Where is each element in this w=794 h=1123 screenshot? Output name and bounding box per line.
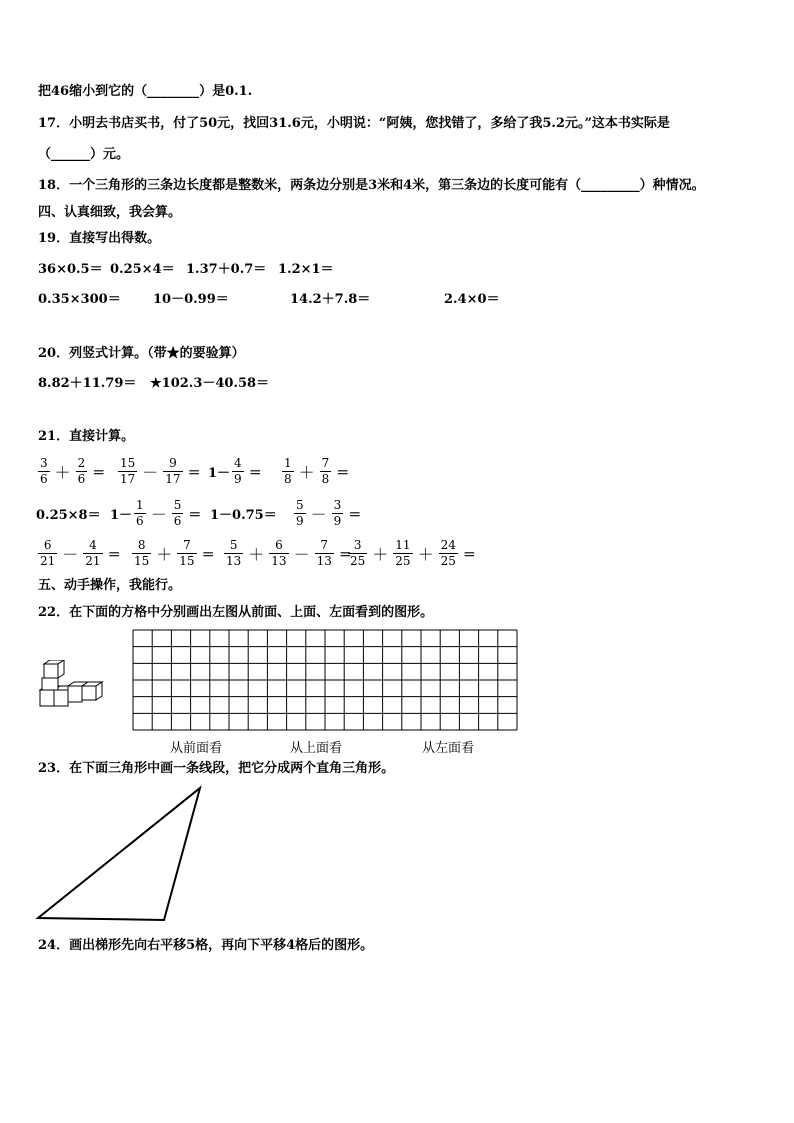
q19-item: 2.4×0＝ <box>444 292 500 307</box>
q21-r3-c: 5 13 ＋ 6 13 － 7 13 ＝ <box>226 537 352 568</box>
caption-top-view: 从上面看 <box>290 741 343 756</box>
q21-r2-d: 5 9 － 3 9 ＝ <box>296 497 362 528</box>
fraction: 2 6 <box>77 455 86 486</box>
q20-title: 20．列竖式计算。（带★的要验算） <box>38 346 245 361</box>
q19-item: 1.2×1＝ <box>278 262 334 277</box>
q24-title: 24．画出梯形先向右平移5格，再向下平移4格后的图形。 <box>38 938 374 953</box>
q20-item: 8.82＋11.79＝ <box>38 376 137 391</box>
fraction: 5 6 <box>173 497 182 528</box>
fraction: 3 25 <box>350 537 366 568</box>
fraction: 24 25 <box>440 537 456 568</box>
q21-r1-b: 15 17 － 9 17 ＝ <box>120 455 201 486</box>
q21-row3 <box>36 533 756 573</box>
fraction: 1 6 <box>136 497 144 528</box>
q18: 18．一个三角形的三条边长度都是整数米，两条边分别是3米和4米，第三条边的长度可能有（_________）种情况。 <box>38 178 705 193</box>
fraction: 9 17 <box>165 455 181 486</box>
fraction: 4 21 <box>85 537 101 568</box>
q23-title: 23．在下面三角形中画一条线段，把它分成两个直角三角形。 <box>38 761 395 776</box>
fraction: 11 25 <box>395 537 411 568</box>
fraction: 15 17 <box>120 455 136 486</box>
fraction: 1 8 <box>284 455 292 486</box>
q20-item: ★102.3－40.58＝ <box>150 376 270 391</box>
fraction: 3 6 <box>40 455 48 486</box>
fraction: 6 13 <box>271 537 287 568</box>
q17-line2: （______）元。 <box>38 147 130 162</box>
caption-front-view: 从前面看 <box>170 741 223 756</box>
q21-r1-a: 3 6 ＋ 2 6 ＝ <box>40 455 106 486</box>
q21-title: 21．直接计算。 <box>38 429 135 444</box>
fraction: 6 21 <box>40 537 56 568</box>
triangle-figure <box>30 780 210 925</box>
q21-r2-a: 0.25×8＝ <box>36 507 101 523</box>
fraction: 5 9 <box>296 497 304 528</box>
q22-title: 22．在下面的方格中分别画出左图从前面、上面、左面看到的图形。 <box>38 605 434 620</box>
fraction: 7 15 <box>179 537 195 568</box>
fraction: 3 9 <box>333 497 342 528</box>
q17-line1: 17．小明去书店买书，付了50元，找回31.6元，小明说：“阿姨，您找错了，多给了我5.2元。”这本书实际是 <box>38 116 670 131</box>
q21-r2-b: 1－ 1 6 － 5 6 ＝ <box>110 497 202 528</box>
q19-item: 14.2＋7.8＝ <box>290 292 371 307</box>
fraction: 8 15 <box>134 537 150 568</box>
drawing-grid <box>132 629 518 731</box>
q19-item: 36×0.5＝ <box>38 262 103 277</box>
q21-r3-d: 3 25 ＋ 11 25 ＋ 24 25 ＝ <box>350 537 476 568</box>
q21-row1 <box>36 451 736 491</box>
q16-tail: 把46缩小到它的（________）是0.1. <box>38 84 253 99</box>
q19-item: 0.35×300＝ <box>38 292 121 307</box>
q19-item: 0.25×4＝ <box>110 262 175 277</box>
fraction: 7 13 <box>316 537 332 568</box>
q19-item: 1.37＋0.7＝ <box>186 262 267 277</box>
section-5-heading: 五、动手操作，我能行。 <box>38 578 182 593</box>
cube-figure <box>36 660 112 712</box>
fraction: 5 13 <box>226 537 242 568</box>
q21-row2 <box>36 493 736 533</box>
q21-r1-c: 1－ 4 9 ＝ <box>208 455 262 486</box>
q21-r3-a: 6 21 － 4 21 ＝ <box>40 537 121 568</box>
section-4-heading: 四、认真细致，我会算。 <box>38 205 182 220</box>
q19-title: 19．直接写出得数。 <box>38 231 161 246</box>
q19-item: 10－0.99＝ <box>153 292 229 307</box>
fraction: 7 8 <box>321 455 330 486</box>
fraction: 4 9 <box>234 455 242 486</box>
q21-r3-b: 8 15 ＋ 7 15 ＝ <box>134 537 215 568</box>
q21-r2-c: 1－0.75＝ <box>210 507 277 523</box>
caption-left-view: 从左面看 <box>422 741 475 756</box>
q21-r1-d: 1 8 ＋ 7 8 ＝ <box>284 455 350 486</box>
